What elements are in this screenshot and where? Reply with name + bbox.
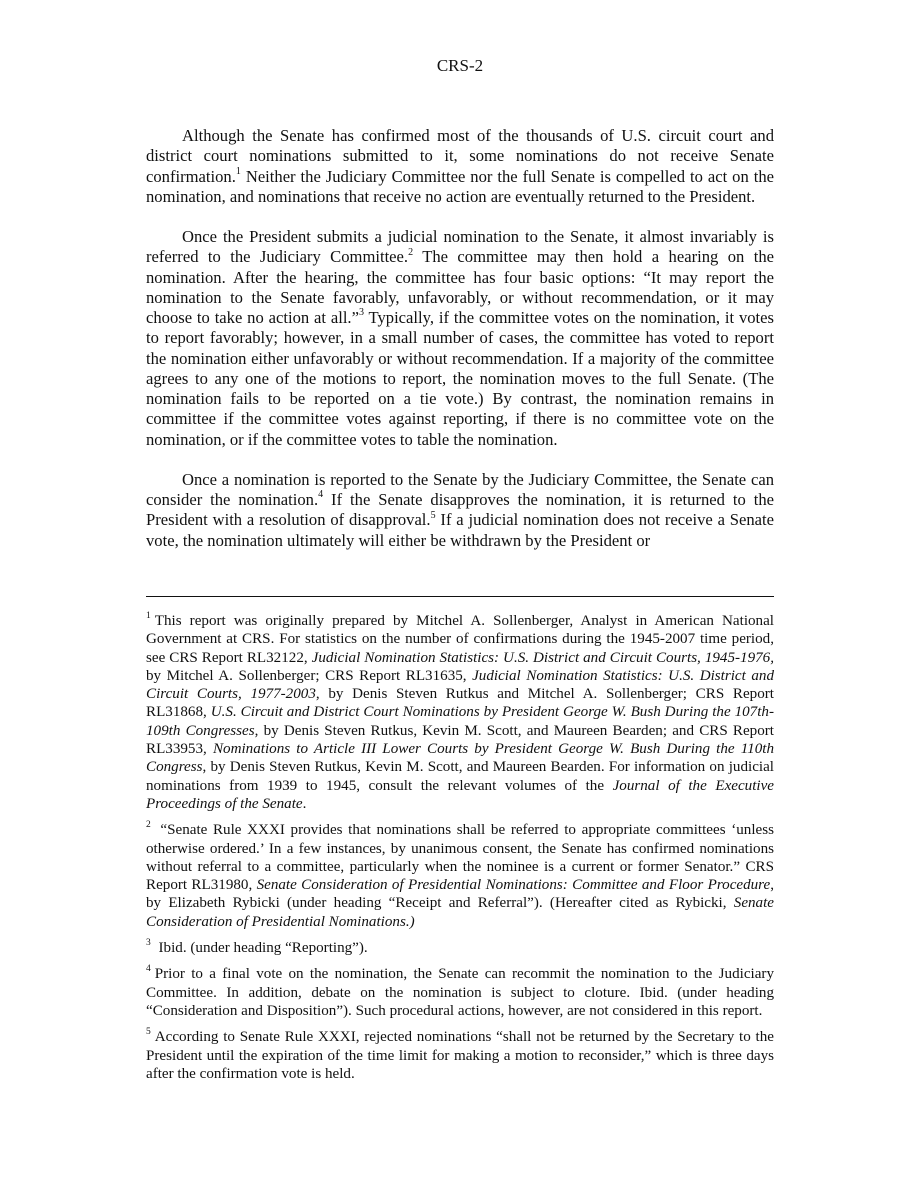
paragraph [146, 126, 774, 207]
footnote-text: Prior to a final vote on the nomination, the Senate can recommit the nomination to the Judiciary Committee. In addition, debate on the nomination is subject to cloture. Ibid. (under heading “Consideration and Disposition”). Such procedural actions, however, are not considered in this report. [146, 966, 774, 1019]
footnote-text: Ibid. (under heading “Reporting”). [154, 940, 368, 957]
footnote-ref: 4 [318, 489, 324, 501]
footnote-5 [146, 1028, 774, 1083]
text-run: The committee may then hold a hearing on the nomination. After the hearing, the committee has four basic options: “It may report the nomination to the Senate favorably, unfavorably, or without recommendation, or it may choose to take no action at all.” [146, 247, 775, 327]
footnote-3 [146, 939, 774, 957]
footnote-ref: 3 [358, 307, 364, 319]
text-run: If a judicial nomination does not receive a Senate vote, the nomination ultimately will either be withdrawn by the President or [146, 510, 775, 550]
footnote-number: 2 [146, 820, 151, 831]
footnote-text: According to Senate Rule XXXI, rejected nominations “shall not be returned by the Secretary to the President until the expiration of the time limit for making a motion to reconsider,” which is three days after the confirmation vote is held. [146, 1029, 774, 1082]
page-header: CRS-2 [436, 56, 484, 75]
footnote-ref: 5 [430, 509, 436, 521]
footnote-text: , by Denis Steven Rutkus, Kevin M. Scott, and Maureen Bearden; and CRS Report RL33953, [146, 722, 774, 758]
footnote-4 [146, 965, 774, 1020]
text-run: If the Senate disapproves the nomination, it is returned to the President with a resolution of disapproval. [146, 490, 774, 530]
footnote-number: 3 [146, 938, 151, 949]
footnote-2 [146, 821, 774, 931]
text-run: Typically, if the committee votes on the nomination, it votes to report favorably; however, in a small number of cases, the committee has voted to report the nomination either unfavorably or without recommendation. If a majority of the committee agrees to any one of the motions to report, the nomination moves to the full Senate. (The nomination fails to be reported on a tie vote.) By contrast, the nomination remains in committee if the committee votes against reporting, if there is no committee vote on the nomination, or if the committee votes to table the nomination. [146, 308, 774, 449]
text-run: Although the Senate has confirmed most of the thousands of U.S. circuit court and district court nominations submitted to it, some nominations do not receive Senate confirmation. [146, 126, 774, 186]
paragraph [146, 227, 774, 450]
footnote-ref: 2 [408, 246, 414, 258]
footnote-text: by Mitchel A. Sollenberger; CRS Report RL31635, [146, 667, 473, 684]
citation-title: Nominations to Article III Lower Courts by President George W. Bush During the 110th Congress [146, 741, 774, 776]
footnote-1 [146, 612, 774, 813]
footnote-number: 1 [146, 610, 151, 621]
citation-title: Judicial Nomination Statistics: U.S. District and Circuit Courts, 1977-2003 [146, 667, 774, 703]
footnote-text: , by Elizabeth Rybicki (under heading “Receipt and Referral”). (Hereafter cited as Rybicki, [146, 877, 774, 912]
footnote-text: . [302, 795, 307, 812]
footnote-divider [146, 596, 774, 597]
footnote-text: This report was originally prepared by Mitchel A. Sollenberger, Analyst in American National Government at CRS. For statistics on the number of confirmations during the 1945-2007 time period, see CRS Report RL32122, [146, 613, 774, 666]
citation-title: Journal of the Executive Proceedings of the Senate [146, 777, 774, 812]
footnote-text: , by Denis Steven Rutkus, Kevin M. Scott, and Maureen Bearden. For information on judicial nominations from 1939 to 1945, consult the relevant volumes of the [146, 759, 774, 794]
citation-title: Judicial Nomination Statistics: U.S. District and Circuit Courts, 1945-1976, [311, 649, 774, 666]
footnote-ref: 1 [235, 165, 241, 177]
footnote-number: 4 [146, 964, 151, 975]
text-run: Once the President submits a judicial nomination to the Senate, it almost invariably is referred to the Judiciary Committee. [146, 227, 774, 267]
footnotes-section [146, 612, 774, 1091]
text-run: Neither the Judiciary Committee nor the full Senate is compelled to act on the nomination, and nominations that receive no action are eventually returned to the President. [146, 166, 774, 206]
text-run: Once a nomination is reported to the Senate by the Judiciary Committee, the Senate can consider the nomination. [146, 469, 774, 509]
body-text [146, 126, 774, 551]
footnote-number: 5 [146, 1027, 151, 1038]
footnote-text: “Senate Rule XXXI provides that nominations shall be referred to appropriate committees ‘unless otherwise ordered.’ In a few instances, by unanimous consent, the Senate has confirmed nominations without referral to a committee, particularly when the nominee is a current or former Senator.” CRS Report RL31980, [146, 822, 774, 894]
citation-title: Senate Consideration of Presidential Nominations: Committee and Floor Procedure [256, 877, 771, 894]
footnote-text: , by Denis Steven Rutkus and Mitchel A. Sollenberger; CRS Report RL31868, [146, 686, 774, 721]
citation-title: U.S. Circuit and District Court Nominations by President George W. Bush During the 107th-109th Congresses [146, 704, 774, 739]
paragraph [146, 470, 774, 551]
citation-title: Senate Consideration of Presidential Nominations.) [146, 895, 774, 930]
